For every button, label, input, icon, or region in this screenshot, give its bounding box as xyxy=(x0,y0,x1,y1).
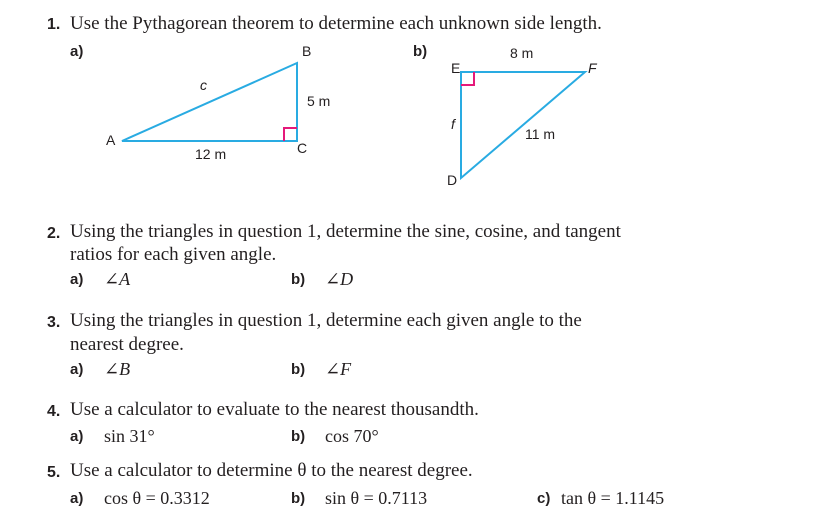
tri-b-vertex-f: F xyxy=(588,60,597,76)
q1-text: Use the Pythagorean theorem to determine each unknown side length. xyxy=(70,13,602,34)
q3-line-2: nearest degree. xyxy=(70,334,184,355)
triangle-b-right-angle-marker xyxy=(461,72,474,85)
q2-part-a-label: a) xyxy=(70,271,84,288)
q2-line-2: ratios for each given angle. xyxy=(70,244,277,265)
tri-a-vertex-b: B xyxy=(302,43,312,59)
triangle-a-shape xyxy=(122,63,297,141)
triangle-a-right-angle-marker xyxy=(284,128,297,141)
q5-number: 5. xyxy=(47,464,61,481)
q4-number: 4. xyxy=(47,403,61,420)
tri-a-base-label: 12 m xyxy=(195,146,227,162)
triangle-a xyxy=(122,63,297,141)
tri-b-left-side-label: f xyxy=(451,116,455,132)
q1-part-a-label: a) xyxy=(70,43,84,60)
q4-part-a-label: a) xyxy=(70,428,84,445)
tri-b-vertex-e: E xyxy=(451,60,461,76)
tri-b-vertex-d: D xyxy=(447,172,458,188)
triangle-b-shape xyxy=(461,72,585,178)
q2-part-b-expression: ∠D xyxy=(325,269,354,289)
q1-number: 1. xyxy=(47,16,61,33)
q2-part-b-label: b) xyxy=(291,271,306,288)
q4-part-b-expression: cos 70° xyxy=(325,426,379,446)
q3-part-a-expression: ∠B xyxy=(104,359,131,379)
tri-a-vertical-side-label: 5 m xyxy=(307,93,331,109)
q4-part-b-label: b) xyxy=(291,428,306,445)
q5-part-b-label: b) xyxy=(291,490,306,507)
q4-part-a-expression: sin 31° xyxy=(104,426,155,446)
q3-part-a-label: a) xyxy=(70,361,84,378)
q5-part-a-label: a) xyxy=(70,490,84,507)
q5-text: Use a calculator to determine θ to the nearest degree. xyxy=(70,460,473,481)
triangle-b xyxy=(461,72,585,178)
q3-number: 3. xyxy=(47,314,61,331)
q3-line-1: Using the triangles in question 1, determine each given angle to the xyxy=(70,310,582,331)
q1-part-b-label: b) xyxy=(413,43,428,60)
q4-text: Use a calculator to evaluate to the nearest thousandth. xyxy=(70,399,479,420)
tri-a-vertex-a: A xyxy=(106,132,116,148)
q5-part-b-expression: sin θ = 0.7113 xyxy=(325,488,428,508)
q2-number: 2. xyxy=(47,225,61,242)
q3-part-b-label: b) xyxy=(291,361,306,378)
tri-b-hypotenuse-label: 11 m xyxy=(525,126,556,142)
q2-line-1: Using the triangles in question 1, determine the sine, cosine, and tangent xyxy=(70,221,621,242)
tri-a-hypotenuse-label: c xyxy=(200,77,207,93)
q3-part-b-expression: ∠F xyxy=(325,359,352,379)
q5-part-c-label: c) xyxy=(537,490,551,507)
q5-part-c-expression: tan θ = 1.1145 xyxy=(561,488,665,508)
tri-b-top-side-label: 8 m xyxy=(510,45,534,61)
q5-part-a-expression: cos θ = 0.3312 xyxy=(104,488,210,508)
tri-a-vertex-c: C xyxy=(297,140,308,156)
q2-part-a-expression: ∠A xyxy=(104,269,131,289)
